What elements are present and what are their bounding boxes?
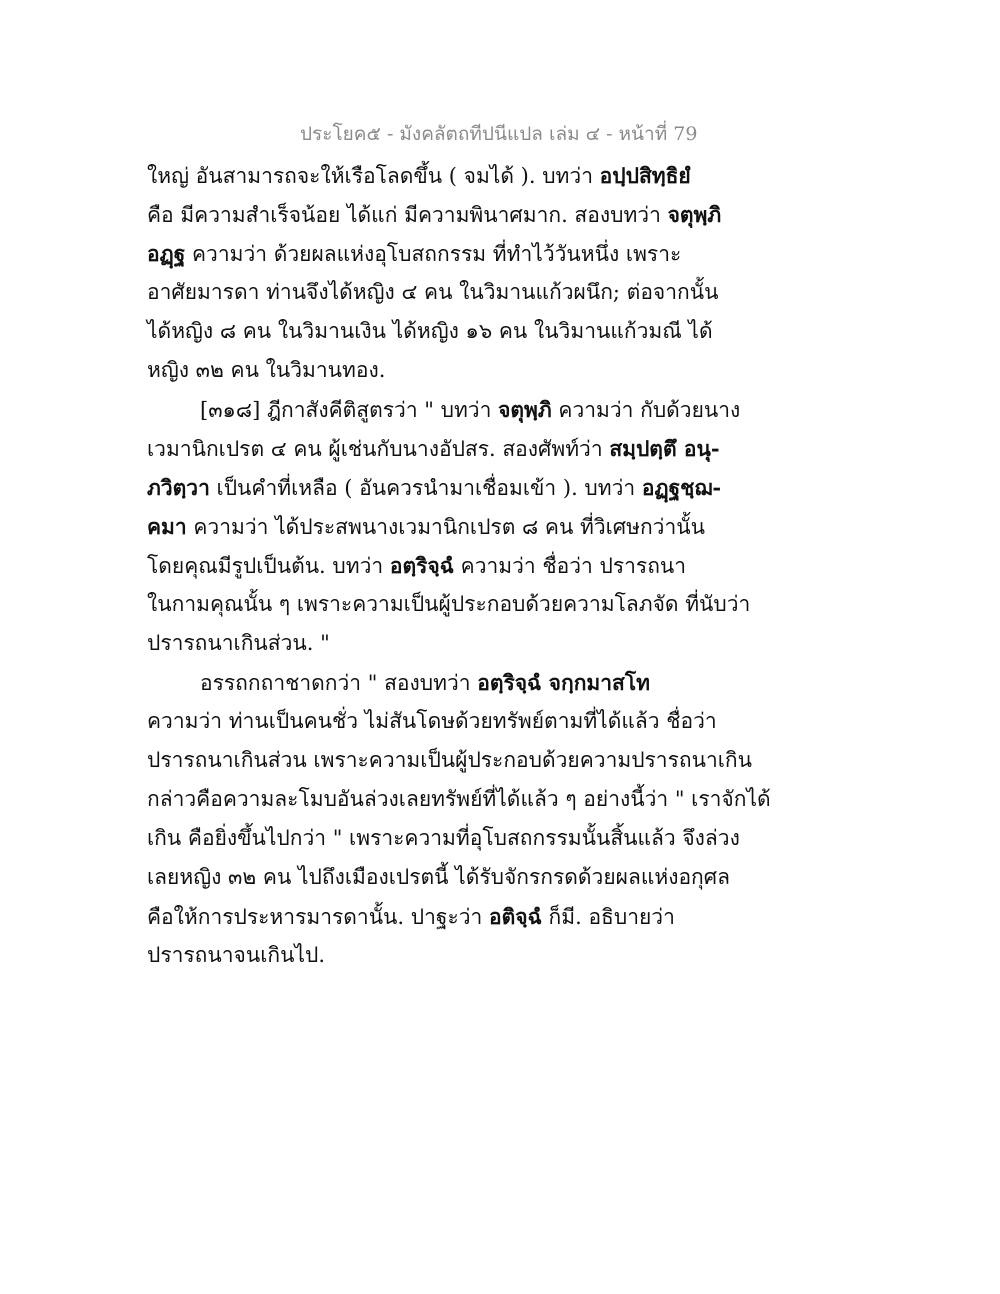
text-line: อาศัยมารดา ท่านจึงได้หญิง ๔ คน ในวิมานแก้วผนึก; ต่อจากนั้น [147, 280, 719, 304]
text-line: คือให้การประหารมารดานั้น. ปาฐะว่า อติจฺฉํ ก็มี. อธิบายว่า [147, 904, 675, 929]
text-line: หญิง ๓๒ คน ในวิมานทอง. [147, 358, 386, 382]
text-line: เวมานิกเปรต ๔ คน ผู้เช่นกับนางอัปสร. สองศัพท์ว่า สมฺปตฺตึ อนุ- [147, 436, 720, 461]
text-line: ได้หญิง ๘ คน ในวิมานเงิน ได้หญิง ๑๖ คน ในวิมานแก้วมณี ได้ [147, 319, 713, 343]
text-line: อฏฺฐ ความว่า ด้วยผลแห่งอุโบสถกรรม ที่ทำไว้วันหนึ่ง เพราะ [147, 241, 682, 266]
text-line: โดยคุณมีรูปเป็นต้น. บทว่า อตฺริจฺฉํ ความว่า ชื่อว่า ปรารถนา [147, 553, 687, 578]
text-line: ปรารถนาเกินส่วน. " [147, 631, 330, 655]
text-line: [๓๑๘] ฎีกาสังคีติสูตรว่า " บทว่า จตุพฺภิ ความว่า กับด้วยนาง [200, 397, 741, 422]
text-line: อรรถกถาชาดกว่า " สองบทว่า อตฺริจฺฉํ จกฺกมาสโท [200, 670, 650, 695]
text-line: เลยหญิง ๓๒ คน ไปถึงเมืองเปรตนี้ ได้รับจักรกรดด้วยผลแห่งอกุศล [147, 865, 730, 889]
text-line: กล่าวคือความละโมบอันล่วงเลยทรัพย์ที่ได้แล้ว ๆ อย่างนี้ว่า " เราจักได้ [147, 787, 771, 811]
text-line: ปรารถนาจนเกินไป. [147, 943, 326, 967]
text-line: เกิน คือยิ่งขึ้นไปกว่า " เพราะความที่อุโบสถกรรมนั้นสิ้นแล้ว จึงล่วง [147, 826, 740, 850]
text-line: คือ มีความสำเร็จน้อย ได้แก่ มีความพินาศมาก. สองบทว่า จตุพฺภิ [147, 202, 722, 227]
text-line: ในกามคุณนั้น ๆ เพราะความเป็นผู้ประกอบด้วยความโลภจัด ที่นับว่า [147, 592, 751, 616]
body-text [147, 156, 771, 975]
running-header: ประโยค๕ - มังคลัตถทีปนีแปล เล่ม ๔ - หน้าที่ 79 [300, 123, 698, 145]
paragraph [147, 156, 727, 390]
paragraph [147, 663, 771, 975]
text-line: คมา ความว่า ได้ประสพนางเวมานิกเปรต ๘ คน ที่วิเศษกว่านั้น [147, 514, 705, 539]
text-line: ใหญ่ อันสามารถจะให้เรือโลดขึ้น ( จมได้ ). บทว่า อปฺปสิทฺธิยํ [147, 163, 691, 188]
text-line: ภวิตฺวา เป็นคำที่เหลือ ( อันควรนำมาเชื่อมเข้า ). บทว่า อฏฺฐชฺฌ- [147, 475, 722, 500]
paragraph [147, 390, 751, 663]
text-line: ความว่า ท่านเป็นคนชั่ว ไม่สันโดษด้วยทรัพย์ตามที่ได้แล้ว ชื่อว่า [147, 709, 717, 733]
text-line: ปรารถนาเกินส่วน เพราะความเป็นผู้ประกอบด้วยความปรารถนาเกิน [147, 748, 752, 772]
